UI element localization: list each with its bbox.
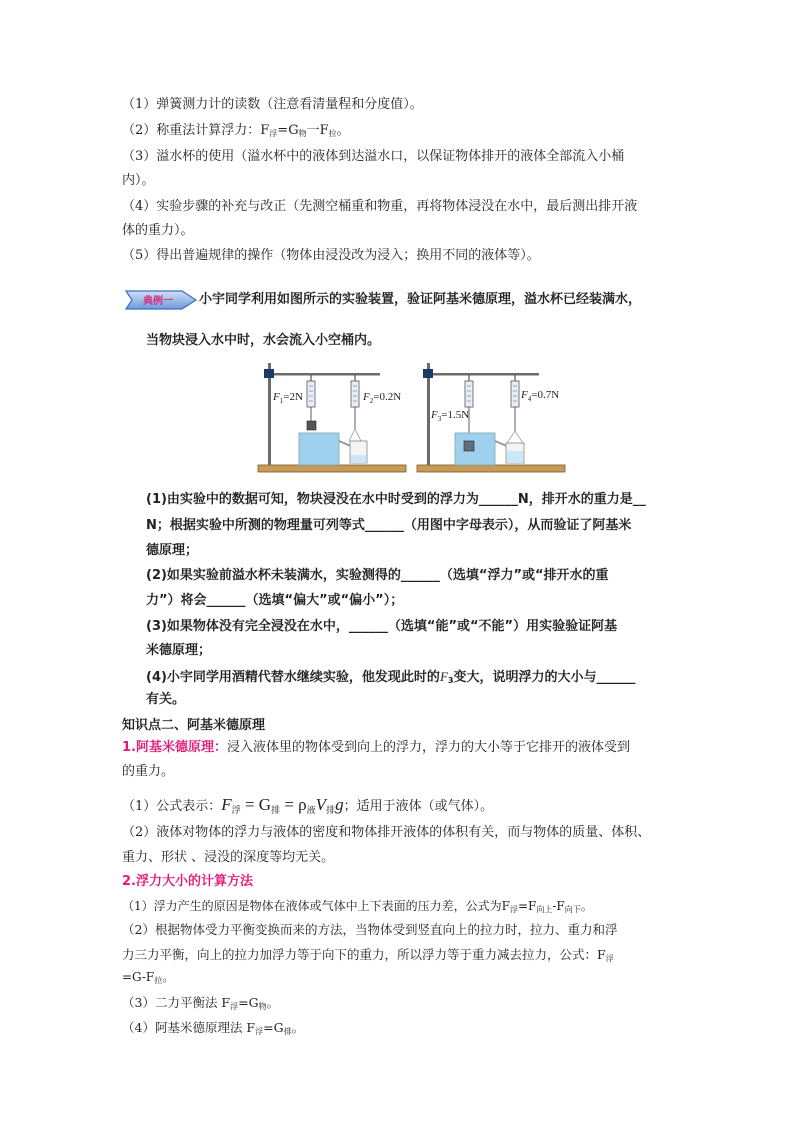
question-1-line2: N；根据实验中所测的物理量可列等式______（用图中字母表示），从而验证了阿基米: [146, 518, 632, 533]
calc-method-3: （3）二力平衡法 $F_浮=G_物$。: [122, 995, 280, 1011]
question-2-line2: 力”）将会______（选填“偏大”或“偏小”）；: [146, 593, 404, 608]
apparatus-right: [417, 363, 565, 472]
key-point-3: （3）溢水杯的使用（溢水杯中的液体到达溢水口，以保证物体排开的液体全部流入小桶: [122, 149, 625, 164]
calc-methods-title: 2.浮力大小的计算方法: [122, 874, 253, 889]
svg-text:F1=2N: $F_1=2N$: [273, 391, 303, 405]
apparatus-left: [258, 363, 406, 472]
calc-method-2-line3: $=G-F_拉$。: [122, 970, 175, 985]
key-point-1: （1）弹簧测力计的读数（注意看清量程和分度值）。: [122, 97, 423, 112]
svg-text:F3=1.5N: $F_3=1.5N$: [431, 409, 470, 423]
archimedes-formula: F浮 = G排 = ρ液V排g: [221, 795, 344, 815]
formula-line: （1）公式表示：F浮 = G排 = ρ液V排g；适用于液体（或气体）。: [122, 795, 494, 815]
calc-method-2-line1: （2）根据物体受力平衡变换而来的方法，当物体受到竖直向上的拉力时，拉力、重力和浮: [122, 922, 618, 937]
section-2-title: 知识点二、阿基米德原理: [122, 718, 266, 733]
calc-method-2-line2: 力三力平衡，向上的拉力加浮力等于向下的重力，所以浮力等于重力减去拉力，公式：$F_浮$: [122, 947, 614, 963]
badge-label: 典例一: [143, 296, 173, 307]
principle-note-line2: 重力、形状 、浸没的深度等均无关。: [122, 850, 335, 865]
svg-text:F2=0.2N: $F_2=0.2N$: [363, 391, 402, 405]
key-point-2: （2）称重法计算浮力：$F_浮=G_物$一$F_拉$。: [122, 123, 350, 138]
calc-method-1: （1）浮力产生的原因是物体在液体或气体中上下表面的压力差，公式为$F_浮=F_{向上}-F_{向下}$。: [122, 899, 593, 914]
calc-method-4: （4）阿基米德原理法 $F_浮=G_排$。: [122, 1020, 305, 1036]
example-stem-2: 当物块浸入水中时，水会流入小空桶内。: [146, 333, 381, 348]
key-point-5: （5）得出普遍规律的操作（物体由浸没改为浸入；换用不同的液体等）。: [122, 248, 540, 263]
question-3-line2: 米德原理；: [146, 643, 212, 658]
question-4-line1: (4)小宇同学用酒精代替水继续实验，他发现此时的$F_3$变大，说明浮力的大小与______: [146, 669, 636, 685]
experiment-figure: [255, 355, 585, 475]
key-point-3-cont: 内）。: [122, 173, 155, 188]
principle-line2: 的重力。: [122, 764, 175, 779]
example-stem-1: 小宇同学利用如图所示的实验装置，验证阿基米德原理，溢水杯已经装满水，: [199, 292, 642, 307]
question-2-line1: (2)如果实验前溢水杯未装满水，实验测得的______（选填“浮力”或“排开水的重: [146, 568, 609, 583]
question-4-line2: 有关。: [146, 692, 186, 707]
svg-text:F4=0.7N: $F_4=0.7N$: [521, 389, 560, 403]
question-3-line1: (3)如果物体没有完全浸没在水中，______（选填“能”或“不能”）用实验验证阿基: [146, 619, 618, 634]
question-1-line1: (1)由实验中的数据可知，物块浸没在水中时受到的浮力为______N，排开水的重力是__: [146, 492, 646, 507]
principle-line1: 1.阿基米德原理：浸入液体里的物体受到向上的浮力，浮力的大小等于它排开的液体受到: [122, 740, 630, 755]
question-1-line3: 德原理；: [146, 543, 199, 558]
principle-note-line1: （2）液体对物体的浮力与液体的密度和物体排开液体的体积有关，而与物体的质量、体积、: [122, 825, 651, 840]
key-point-4-cont: 体的重力）。: [122, 223, 194, 238]
example-badge: [124, 287, 198, 313]
key-point-4: （4）实验步骤的补充与改正（先测空桶重和物重，再将物体浸没在水中，最后测出排开液: [122, 199, 638, 214]
